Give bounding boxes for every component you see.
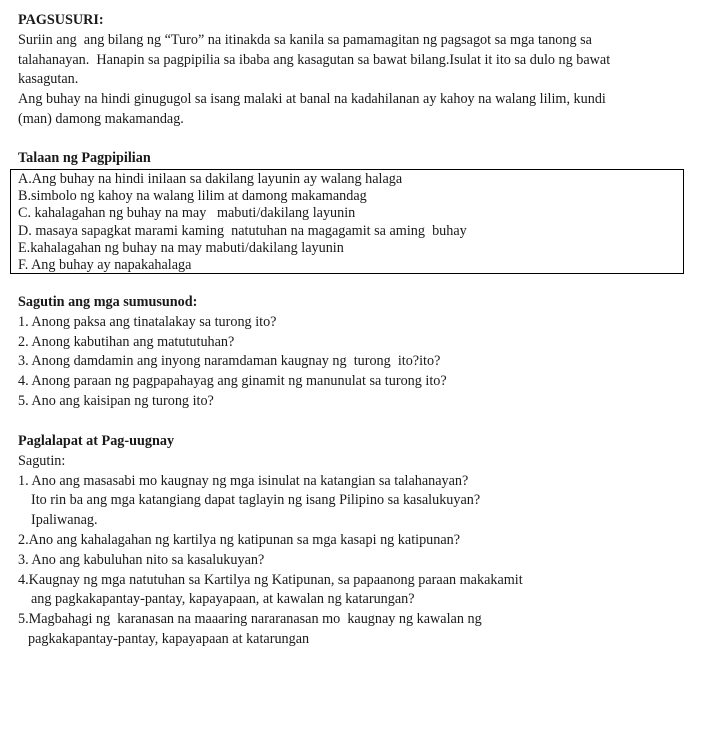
paglalapat-heading: Paglalapat at Pag-uugnay bbox=[18, 433, 175, 449]
pagsusuri-heading: PAGSUSURI: bbox=[18, 12, 104, 28]
question-2: 2. Anong kabutihan ang matututuhan? bbox=[18, 333, 235, 350]
pagsusuri-section bbox=[18, 11, 708, 130]
question-5: 5. Ano ang kaisipan ng turong ito? bbox=[18, 392, 214, 409]
paglalapat-q3: 3. Ano ang kabuluhan nito sa kasalukuyan? bbox=[18, 551, 265, 568]
paglalapat-q5-line2: pagkakapantay-pantay, kapayapaan at katarungan bbox=[28, 630, 310, 647]
paglalapat-subheading: Sagutin: bbox=[18, 452, 66, 469]
choice-f: F. Ang buhay ay napakahalaga bbox=[18, 256, 192, 273]
choice-c: C. kahalagahan ng buhay na may mabuti/dakilang layunin bbox=[18, 205, 356, 222]
instruction-line-2: talahanayan. Hanapin sa pagpipilia sa ibaba ang kasagutan sa bawat bilang.Isulat it ito sa dulo ng bawat bbox=[18, 51, 611, 68]
paglalapat-q5-line1: 5.Magbahagi ng karanasan na maaaring nararanasan mo kaugnay ng kawalan ng bbox=[18, 611, 482, 628]
passage-line-1: Ang buhay na hindi ginugugol sa isang malaki at banal na kadahilanan ay kahoy na walang lilim, kundi bbox=[18, 91, 606, 108]
choice-a: A.Ang buhay na hindi inilaan sa dakilang layunin ay walang halaga bbox=[18, 171, 403, 187]
sagutin-heading: Sagutin ang mga sumusunod: bbox=[18, 294, 198, 310]
paglalapat-q1-line3: Ipaliwanag. bbox=[31, 512, 98, 529]
paglalapat-q4-line2: ang pagkakapantay-pantay, kapayapaan, at kawalan ng katarungan? bbox=[31, 591, 415, 608]
paglalapat-q1-line1: 1. Ano ang masasabi mo kaugnay ng mga isinulat na katangian sa talahanayan? bbox=[18, 472, 469, 489]
choice-d: D. masaya sapagkat marami kaming natutuhan na magagamit sa aming buhay bbox=[18, 222, 467, 239]
paglalapat-q1-line2: Ito rin ba ang mga katangiang dapat taglayin ng isang Pilipino sa kasalukuyan? bbox=[31, 492, 481, 509]
talaan-heading-wrap bbox=[18, 149, 708, 169]
talaan-heading: Talaan ng Pagpipilian bbox=[18, 150, 151, 166]
instruction-line-1: Suriin ang ang bilang ng “Turo” na itinakda sa kanila sa pamamagitan ng pagsagot sa mga tanong sa bbox=[18, 31, 592, 48]
choice-e: E.kahalagahan ng buhay na may mabuti/dakilang layunin bbox=[18, 239, 344, 256]
paglalapat-section bbox=[18, 432, 708, 650]
choice-b: B.simbolo ng kahoy na walang lilim at damong makamandag bbox=[18, 188, 367, 205]
passage-line-2: (man) damong makamandag. bbox=[18, 110, 184, 127]
sagutin-section bbox=[18, 293, 708, 412]
paglalapat-q4-line1: 4.Kaugnay ng mga natutuhan sa Kartilya ng Katipunan, sa papaanong paraan makakamit bbox=[18, 571, 523, 588]
choices-table bbox=[10, 169, 684, 274]
question-1: 1. Anong paksa ang tinatalakay sa turong ito? bbox=[18, 313, 277, 330]
question-4: 4. Anong paraan ng pagpapahayag ang ginamit ng manunulat sa turong ito? bbox=[18, 373, 447, 390]
paglalapat-q2: 2.Ano ang kahalagahan ng kartilya ng katipunan sa mga kasapi ng katipunan? bbox=[18, 531, 461, 548]
question-3: 3. Anong damdamin ang inyong naramdaman kaugnay ng turong ito?ito? bbox=[18, 353, 441, 370]
instruction-line-3: kasagutan. bbox=[18, 71, 79, 88]
